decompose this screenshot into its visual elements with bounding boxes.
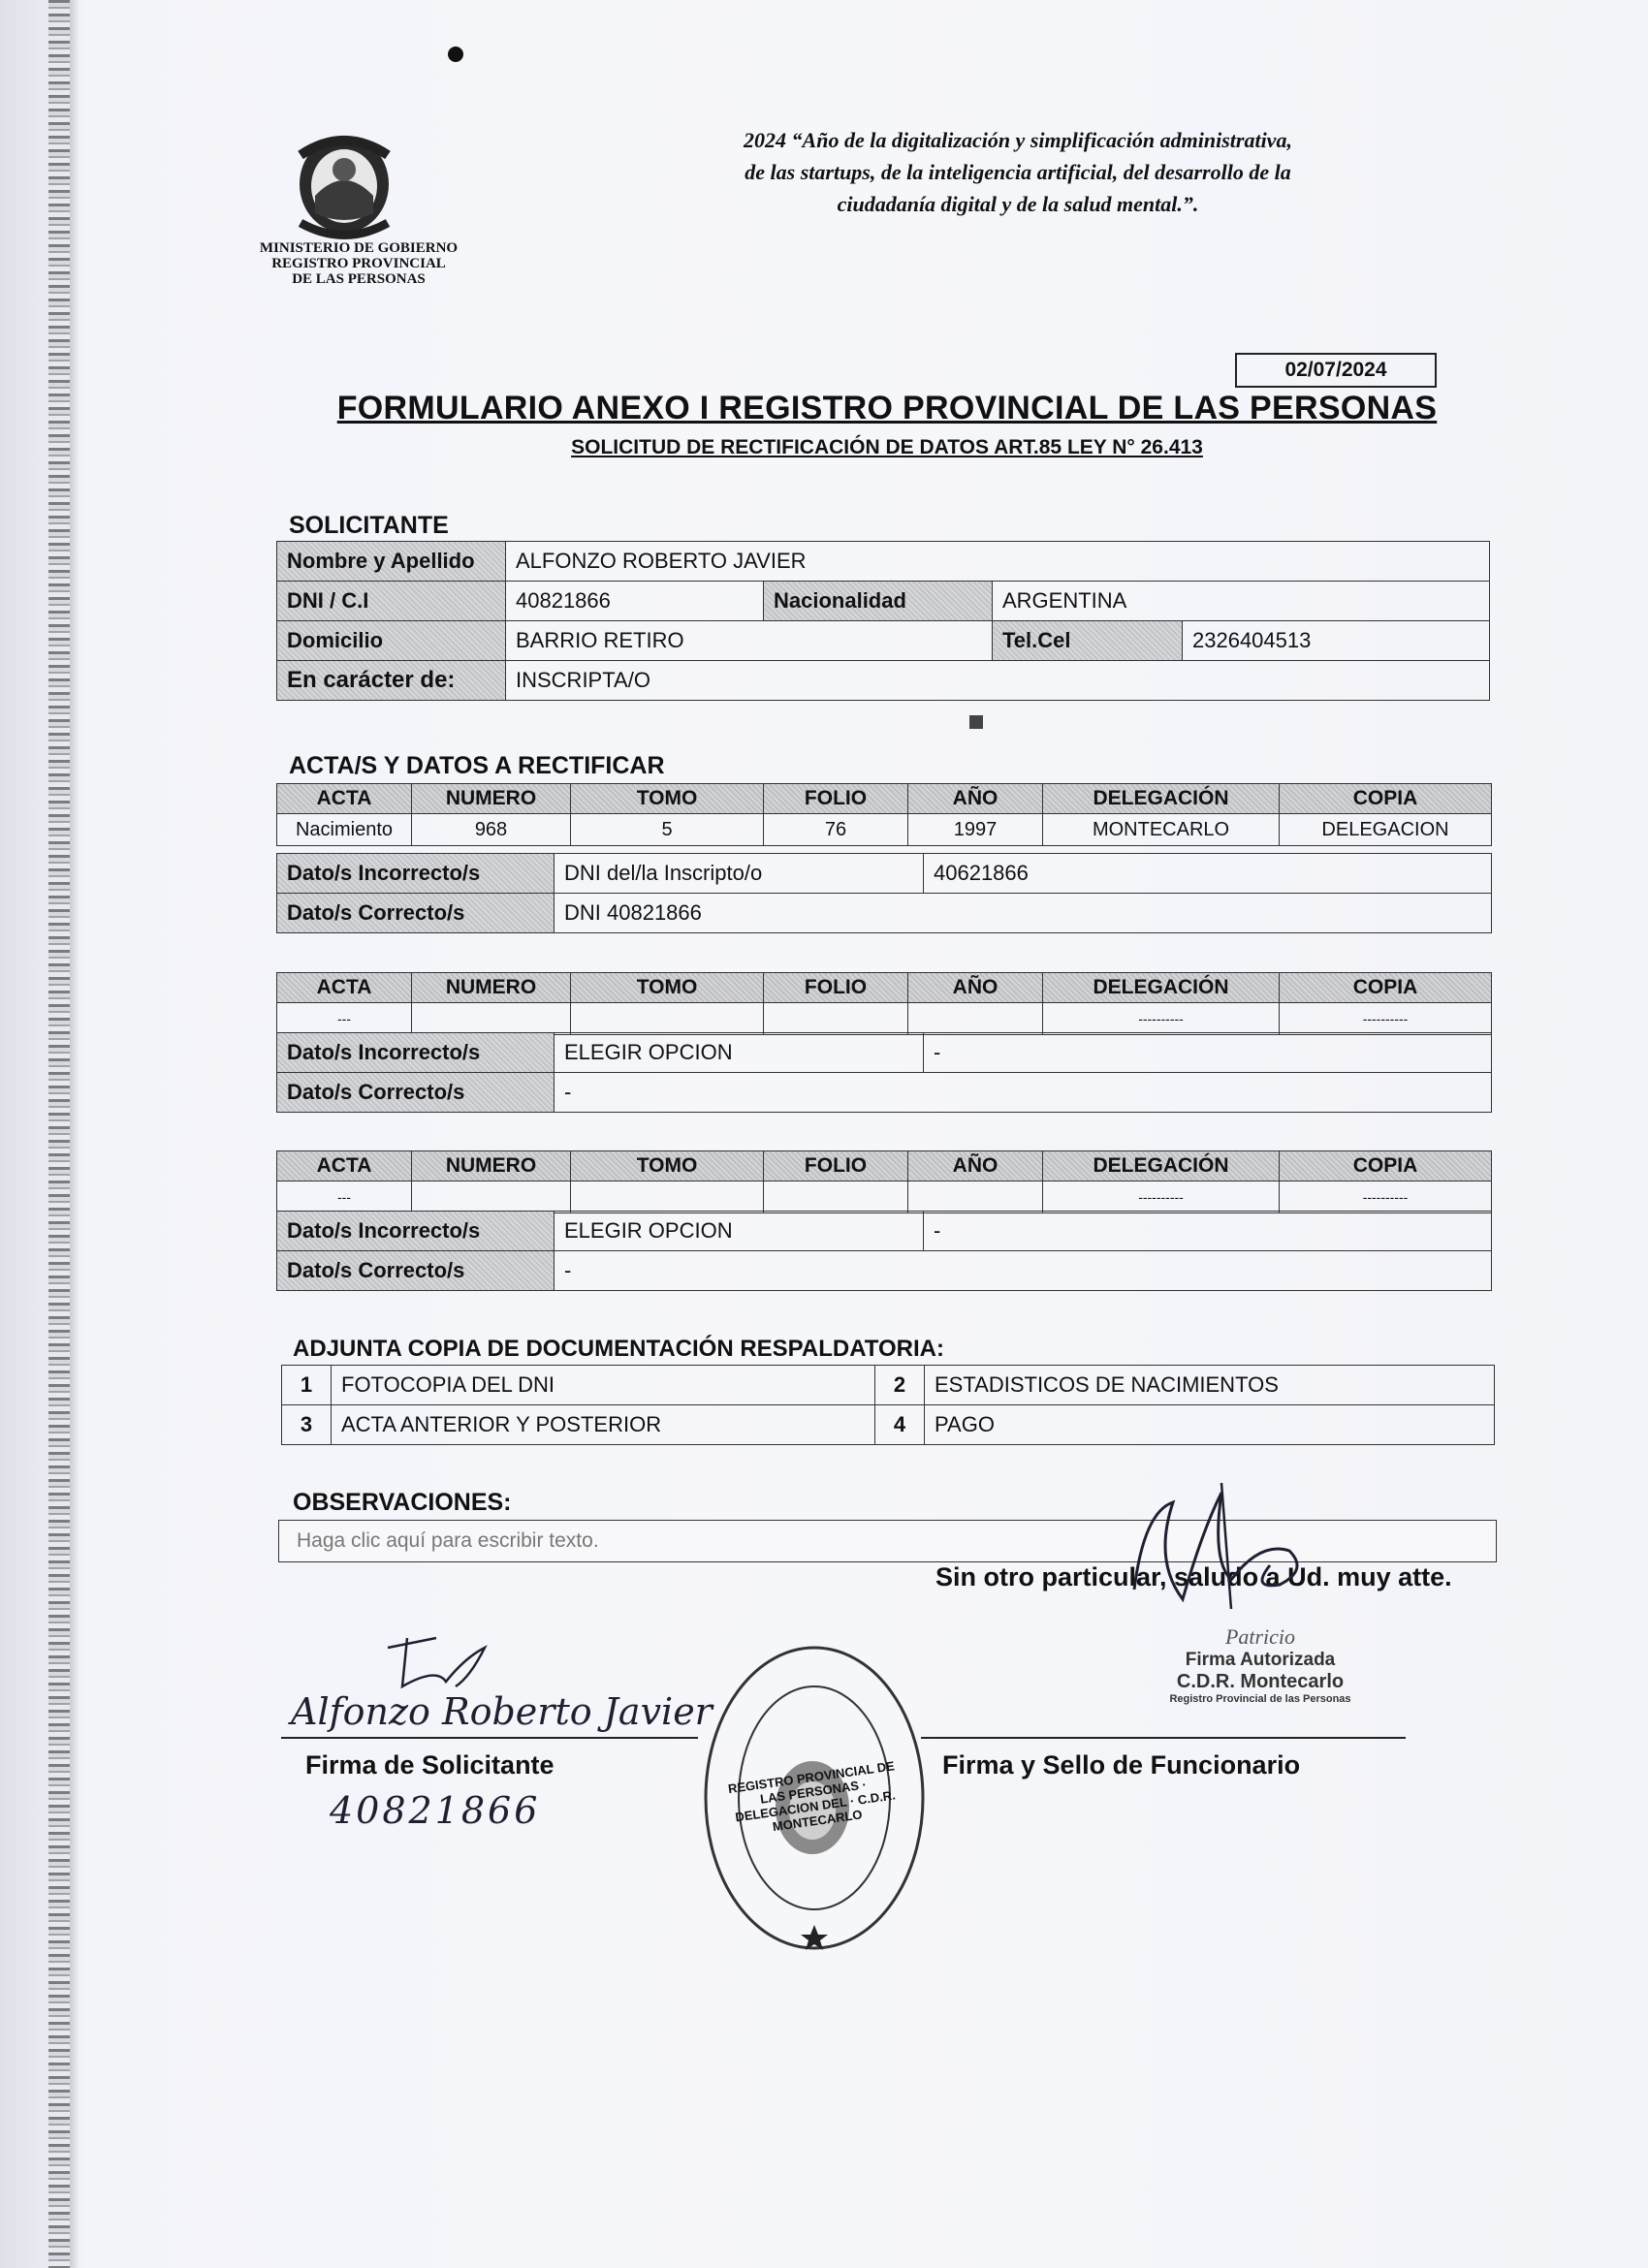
- doc-item-text[interactable]: PAGO: [925, 1405, 1495, 1445]
- col-delegacion: DELEGACIÓN: [1043, 784, 1280, 814]
- telcel-label: Tel.Cel: [993, 621, 1183, 661]
- acta-block-3-data: [276, 1211, 1492, 1291]
- col-numero: NUMERO: [412, 1151, 571, 1181]
- domicilio-label: Domicilio: [277, 621, 506, 661]
- anio-cell[interactable]: [908, 1181, 1043, 1213]
- provincial-coat-of-arms-logo: [281, 126, 407, 240]
- col-delegacion: DELEGACIÓN: [1043, 1151, 1280, 1181]
- incorrect-value-field[interactable]: 40621866: [924, 854, 1492, 894]
- tomo-cell[interactable]: [571, 1181, 764, 1213]
- applicant-handwritten-name: Alfonzo Roberto Javier: [291, 1690, 713, 1733]
- stamp-name: Patricio: [1224, 1624, 1296, 1649]
- folio-cell[interactable]: 76: [764, 814, 908, 846]
- domicilio-field[interactable]: BARRIO RETIRO: [506, 621, 993, 661]
- acta-block-2: [276, 972, 1492, 1035]
- numero-cell[interactable]: [412, 1003, 571, 1035]
- applicant-initials-signature: [378, 1628, 504, 1696]
- incorrect-value-field[interactable]: -: [924, 1212, 1492, 1251]
- delegacion-cell[interactable]: ----------: [1043, 1181, 1280, 1213]
- stamp-line-2: Firma Autorizada: [1185, 1650, 1336, 1670]
- col-anio: AÑO: [908, 784, 1043, 814]
- scan-edge-artifact: [48, 0, 70, 2268]
- correct-value-field[interactable]: -: [555, 1251, 1492, 1291]
- numero-cell[interactable]: [412, 1181, 571, 1213]
- col-tomo: TOMO: [571, 784, 764, 814]
- actas-heading: ACTA/S Y DATOS A RECTIFICAR: [289, 752, 665, 779]
- acta-cell[interactable]: ---: [277, 1003, 412, 1035]
- incorrect-label: Dato/s Incorrecto/s: [277, 854, 555, 894]
- folio-cell[interactable]: [764, 1003, 908, 1035]
- documentacion-heading: ADJUNTA COPIA DE DOCUMENTACIÓN RESPALDATORIA:: [293, 1336, 944, 1362]
- anio-cell[interactable]: [908, 1003, 1043, 1035]
- acta-cell[interactable]: Nacimiento: [277, 814, 412, 846]
- col-anio: AÑO: [908, 1151, 1043, 1181]
- documentacion-table: [281, 1365, 1495, 1445]
- dni-label: DNI / C.I: [277, 582, 506, 621]
- ministry-line-2: REGISTRO PROVINCIAL: [271, 256, 446, 271]
- delegacion-cell[interactable]: ----------: [1043, 1003, 1280, 1035]
- incorrect-option-select[interactable]: DNI del/la Inscripto/o: [555, 854, 924, 894]
- dni-field[interactable]: 40821866: [506, 582, 764, 621]
- col-copia: COPIA: [1280, 973, 1492, 1003]
- col-folio: FOLIO: [764, 973, 908, 1003]
- seal-text: REGISTRO PROVINCIAL DE LAS PERSONAS · DELEGACION DEL · C.D.R. MONTECARLO: [727, 1758, 897, 1835]
- official-signature-line: [921, 1737, 1406, 1739]
- scan-speck: [969, 715, 983, 729]
- copia-cell[interactable]: ----------: [1280, 1181, 1492, 1213]
- scan-speck: [448, 47, 463, 62]
- tomo-cell[interactable]: 5: [571, 814, 764, 846]
- year-motto: [620, 124, 1415, 220]
- incorrect-option-select[interactable]: ELEGIR OPCION: [555, 1033, 924, 1073]
- col-numero: NUMERO: [412, 973, 571, 1003]
- col-tomo: TOMO: [571, 1151, 764, 1181]
- tomo-cell[interactable]: [571, 1003, 764, 1035]
- motto-line-2: de las startups, de la inteligencia artificial, del desarrollo de la: [745, 160, 1291, 184]
- correct-label: Dato/s Correcto/s: [277, 1073, 555, 1113]
- acta-cell[interactable]: ---: [277, 1181, 412, 1213]
- correct-label: Dato/s Correcto/s: [277, 894, 555, 933]
- observaciones-placeholder: Haga clic aquí para escribir texto.: [297, 1529, 599, 1552]
- solicitante-heading: SOLICITANTE: [289, 512, 449, 539]
- motto-line-3: ciudadanía digital y de la salud mental.”.: [837, 192, 1199, 216]
- incorrect-label: Dato/s Incorrecto/s: [277, 1033, 555, 1073]
- closing-text: Sin otro particular, saludo a Ud. muy atte.: [935, 1562, 1452, 1591]
- numero-cell[interactable]: 968: [412, 814, 571, 846]
- acta-block-3: [276, 1150, 1492, 1213]
- form-title: FORMULARIO ANEXO I REGISTRO PROVINCIAL DE LAS PERSONAS: [336, 390, 1438, 426]
- col-acta: ACTA: [277, 973, 412, 1003]
- correct-label: Dato/s Correcto/s: [277, 1251, 555, 1291]
- applicant-signature-label: Firma de Solicitante: [305, 1750, 555, 1780]
- folio-cell[interactable]: [764, 1181, 908, 1213]
- col-folio: FOLIO: [764, 1151, 908, 1181]
- col-delegacion: DELEGACIÓN: [1043, 973, 1280, 1003]
- doc-item-text[interactable]: ACTA ANTERIOR Y POSTERIOR: [332, 1405, 875, 1445]
- col-folio: FOLIO: [764, 784, 908, 814]
- form-subtitle: SOLICITUD DE RECTIFICACIÓN DE DATOS ART.85 LEY N° 26.413: [571, 436, 1203, 458]
- scan-shadow: [70, 0, 79, 2268]
- acta-block-2-data: [276, 1032, 1492, 1113]
- official-stamp: [1115, 1624, 1406, 1705]
- col-acta: ACTA: [277, 1151, 412, 1181]
- applicant-signature-line: [281, 1737, 698, 1739]
- col-acta: ACTA: [277, 784, 412, 814]
- doc-item-number: 3: [282, 1405, 332, 1445]
- col-copia: COPIA: [1280, 784, 1492, 814]
- ministry-caption: [242, 240, 475, 287]
- stamp-line-4: Registro Provincial de las Personas: [1169, 1693, 1351, 1705]
- observaciones-heading: OBSERVACIONES:: [293, 1489, 512, 1516]
- col-tomo: TOMO: [571, 973, 764, 1003]
- doc-item-text[interactable]: FOTOCOPIA DEL DNI: [332, 1366, 875, 1405]
- acta-block-1-data: [276, 853, 1492, 933]
- stamp-line-3: C.D.R. Montecarlo: [1176, 1671, 1345, 1692]
- nacionalidad-field[interactable]: ARGENTINA: [993, 582, 1490, 621]
- doc-item-number: 4: [875, 1405, 925, 1445]
- motto-line-1: 2024 “Año de la digitalización y simplificación administrativa,: [744, 128, 1292, 152]
- form-date-field[interactable]: 02/07/2024: [1235, 353, 1437, 388]
- nacionalidad-label: Nacionalidad: [764, 582, 993, 621]
- applicant-handwritten-dni: 40821866: [330, 1789, 541, 1832]
- caracter-field[interactable]: INSCRIPTA/O: [506, 661, 1490, 701]
- incorrect-label: Dato/s Incorrecto/s: [277, 1212, 555, 1251]
- copia-cell[interactable]: DELEGACION: [1280, 814, 1492, 846]
- ministry-line-1: MINISTERIO DE GOBIERNO: [259, 240, 459, 256]
- nombre-field[interactable]: ALFONZO ROBERTO JAVIER: [506, 542, 1490, 582]
- official-signature-label: Firma y Sello de Funcionario: [942, 1750, 1301, 1780]
- solicitante-table: [276, 541, 1490, 701]
- caracter-label: En carácter de:: [277, 661, 506, 701]
- nombre-label: Nombre y Apellido: [277, 542, 506, 582]
- telcel-field[interactable]: 2326404513: [1183, 621, 1490, 661]
- official-signature: [1115, 1473, 1367, 1619]
- acta-block-1: [276, 783, 1492, 846]
- doc-item-number: 1: [282, 1366, 332, 1405]
- incorrect-option-select[interactable]: ELEGIR OPCION: [555, 1212, 924, 1251]
- correct-value-field[interactable]: DNI 40821866: [555, 894, 1492, 933]
- doc-item-text[interactable]: ESTADISTICOS DE NACIMIENTOS: [925, 1366, 1495, 1405]
- col-numero: NUMERO: [412, 784, 571, 814]
- col-copia: COPIA: [1280, 1151, 1492, 1181]
- incorrect-value-field[interactable]: -: [924, 1033, 1492, 1073]
- delegacion-cell[interactable]: MONTECARLO: [1043, 814, 1280, 846]
- doc-item-number: 2: [875, 1366, 925, 1405]
- correct-value-field[interactable]: -: [555, 1073, 1492, 1113]
- ministry-line-3: DE LAS PERSONAS: [292, 271, 426, 287]
- anio-cell[interactable]: 1997: [908, 814, 1043, 846]
- copia-cell[interactable]: ----------: [1280, 1003, 1492, 1035]
- col-anio: AÑO: [908, 973, 1043, 1003]
